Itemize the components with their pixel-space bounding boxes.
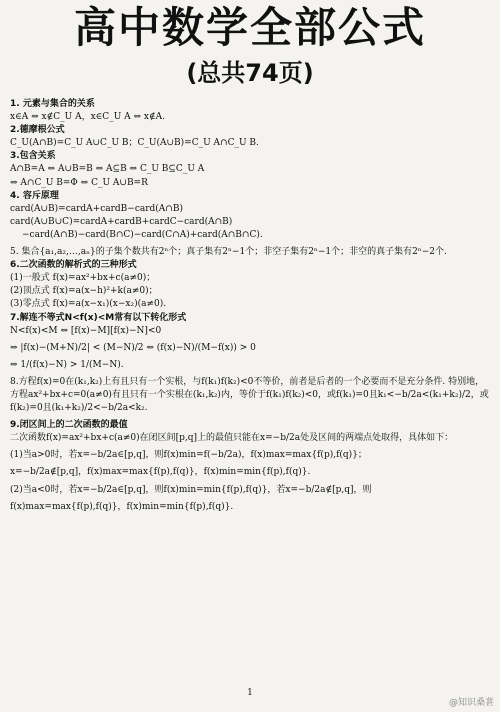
paragraph: 8.方程f(x)=0在(k₁,k₂)上有且只有一个实根，与f(k₁)f(k₂)<0不等价，前者是后者的一个必要而不是充分条件. 特别地，方程ax²+bx+c=0(a≠0)有且只有一个实根在(k₁,k₂)内，等价于f(k₁)f(k₂)<0，或f(k₁)=0且k₁<−b/2a<(k₁+k₂)/2，或f(k₂)=0且(k₁+k₂)/2<−b/2a<k₂. [10,376,489,414]
formula-line: (2)顶点式 f(x)=a(x−h)²+k(a≠0)； [10,286,158,297]
formula-line: N<f(x)<M ⇔ [f(x)−M][f(x)−N]<0 [10,325,162,336]
formula-line: x=−b/2a∉[p,q]，f(x)max=max{f(p),f(q)}，f(x)min=min{f(p),f(q)}. [10,467,311,478]
formula-line: A∩B=A ⇔ A∪B=B ⇔ A⊆B ⇔ C_U B⊆C_U A [10,164,205,175]
page-title: 高中数学全部公式 [73,3,426,52]
page-subtitle: (总共74页) [186,59,314,87]
formula-line: (2)当a<0时，若x=−b/2a∈[p,q]，则f(x)min=min{f(p),f(q)}，若x=−b/2a∉[p,q]，则 [10,484,372,495]
section-heading: 6.二次函数的解析式的三种形式 [10,260,137,271]
formula-line: card(A∪B)=cardA+cardB−card(A∩B) [10,203,183,214]
section-heading: 1. 元素与集合的关系 [10,99,95,109]
section-heading: 4. 容斥原理 [10,190,59,201]
formula-line: card(A∪B∪C)=cardA+cardB+cardC−card(A∩B) [10,216,233,227]
formula-line: ⇔ A∩C_U B=Φ ⇔ C_U A∪B=R [10,177,148,188]
section-heading: 3.包含关系 [10,151,56,162]
formula-line: ⇔ |f(x)−(M+N)/2| < (M−N)/2 ⇔ (f(x)−N)/(M−f(x)) > 0 [10,342,256,353]
formula-line: (1)一般式 f(x)=ax²+bx+c(a≠0)； [10,273,156,284]
watermark: @知识桑葚 [448,698,494,708]
paragraph: 二次函数f(x)=ax²+bx+c(a≠0)在闭区间[p,q]上的最值只能在x=−b/2a处及区间的两端点处取得，具体如下： [10,433,454,444]
formula-line: f(x)max=max{f(p),f(q)}，f(x)min=min{f(p),f(q)}. [10,501,234,512]
formula-line: (1)当a>0时，若x=−b/2a∈[p,q]，则f(x)min=f(−b/2a)，f(x)max=max{f(p),f(q)}； [10,450,367,461]
section-heading: 9.闭区间上的二次函数的最值 [10,420,128,431]
document-body [10,98,492,514]
section-heading: 7.解连不等式N<f(x)<M常有以下转化形式 [10,312,187,323]
paragraph: 5. 集合{a₁,a₂,…,aₙ}的子集个数共有2ⁿ个；真子集有2ⁿ−1个；非空子集有2ⁿ−1个；非空的真子集有2ⁿ−2个. [10,247,447,258]
formula-line: ⇔ 1/(f(x)−N) > 1/(M−N). [10,359,124,370]
formula-line: x∈A ⇔ x∉C_U A，x∈C_U A ⇔ x∉A. [10,112,165,123]
formula-line: −card(A∩B)−card(B∩C)−card(C∩A)+card(A∩B∩C). [22,229,263,240]
formula-line: (3)零点式 f(x)=a(x−x₁)(x−x₂)(a≠0). [10,299,167,310]
section-heading: 2.德摩根公式 [10,125,65,136]
formula-line: C_U(A∩B)=C_U A∪C_U B；C_U(A∪B)=C_U A∩C_U B. [10,138,259,149]
page-number: 1 [247,688,253,698]
